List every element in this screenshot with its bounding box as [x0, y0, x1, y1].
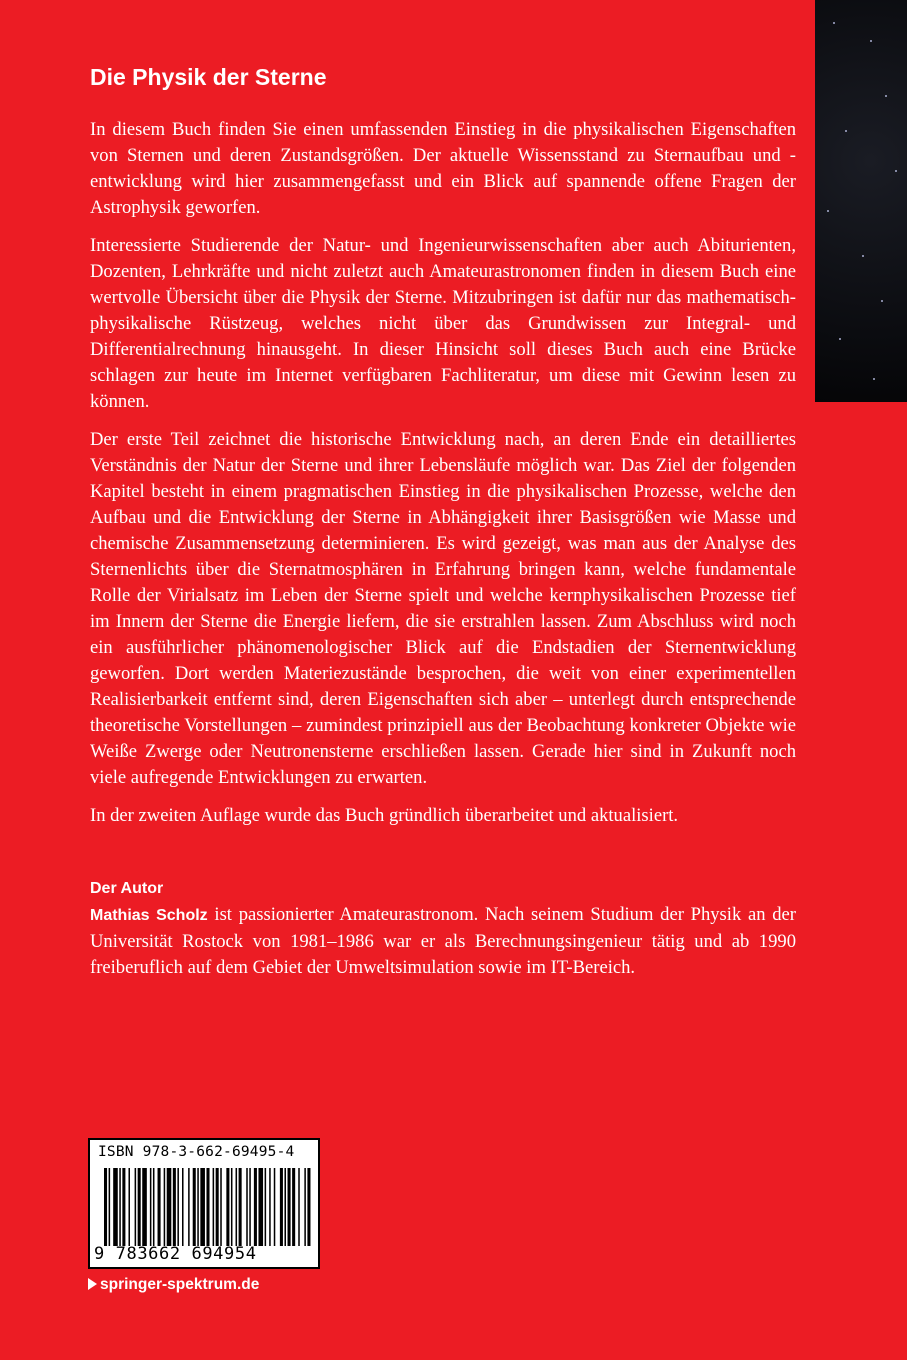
- barcode-bar: [206, 1168, 209, 1246]
- barcode-bar: [304, 1168, 306, 1246]
- barcode-bar: [307, 1168, 310, 1246]
- isbn-label: ISBN 978-3-662-69495-4: [98, 1144, 295, 1160]
- barcode-bar: [164, 1168, 166, 1246]
- barcode-bar: [246, 1168, 248, 1246]
- barcode-bar: [249, 1168, 251, 1246]
- barcode-bar: [216, 1168, 219, 1246]
- paragraph: Der erste Teil zeichnet die historische Entwicklung nach, an deren Ende ein detailliertes Verständnis der Natur der Sterne und ihrer Lebensläufe möglich war. Das Ziel der folgenden Kapitel besteht in einem pragmatischen Einstieg in die physikalischen Prozesse, welche den Aufbau und die Entwicklung der Sterne in Abhängigkeit ihrer Basisgrößen wie Masse und chemische Zusammensetzung determinieren. Es wird gezeigt, was man aus der Analyse des Sternenlichts über die Sternatmosphären in Erfahrung bringen kann, welche fundamentale Rolle der Virialsatz im Leben der Sterne spielt und welche kernphysikalischen Prozesse tief im Innern der Sterne die Energie liefern, die sie erstrahlen lassen. Zum Abschluss wird noch ein ausführlicher phänomenologischer Blick auf die Endstadien der Sternentwicklung geworfen. Dort werden Materiezustände besprochen, die weit von einer experimentellen Realisierbarkeit entfernt sind, deren Eigenschaften sich aber – unterlegt durch entsprechende theoretische Vorstellungen – zumindest prinzipiell aus der Beobachtung konkreter Objekte wie Weiße Zwerge oder Neutronensterne erschließen lassen. Gerade hier sind in Zukunft noch viele aufregende Entwicklungen zu erwarten.: [90, 429, 796, 788]
- barcode-bar: [258, 1168, 263, 1246]
- barcode-bars: [104, 1168, 312, 1246]
- barcode-bar: [197, 1168, 199, 1246]
- barcode-bar: [231, 1168, 233, 1246]
- arrow-right-icon: [88, 1278, 97, 1290]
- barcode-bar: [200, 1168, 205, 1246]
- barcode-digits: 9 783662 694954: [94, 1244, 257, 1264]
- barcode-bar: [119, 1168, 121, 1246]
- barcode-bar: [220, 1168, 222, 1246]
- barcode-bar: [193, 1168, 196, 1246]
- barcode-bar: [269, 1168, 271, 1246]
- barcode-bar: [298, 1168, 300, 1246]
- barcode-bar: [182, 1168, 184, 1246]
- barcode-bar: [173, 1168, 176, 1246]
- starfield-image: [815, 0, 907, 402]
- barcode-bar: [158, 1168, 161, 1246]
- author-bio: [90, 902, 796, 981]
- barcode-bar: [292, 1168, 295, 1246]
- barcode-bar: [274, 1168, 276, 1246]
- isbn-barcode: [88, 1138, 320, 1269]
- barcode-bar: [135, 1168, 137, 1246]
- barcode-bar: [177, 1168, 179, 1246]
- barcode-bar: [138, 1168, 141, 1246]
- author-name: Mathias Scholz: [90, 907, 208, 924]
- author-bio-text: ist passionierter Amateurastronom. Nach seinem Studium der Physik an der Universität Rostock von 1981–1986 war er als Berechnungsingenieur tätig und ab 1990 freiberuflich auf dem Gebiet der Umweltsimulation sowie im IT-Bereich.: [90, 904, 796, 978]
- barcode-bar: [104, 1168, 107, 1246]
- paragraph: In diesem Buch finden Sie einen umfassenden Einstieg in die physikalischen Eigenschaften von Sternen und deren Zustandsgrößen. Der aktuelle Wissensstand zu Sternaufbau und -entwicklung wird hier zusammengefasst und ein Blick auf spannende offene Fragen der Astrophysik geworfen.: [90, 119, 796, 218]
- barcode-bar: [226, 1168, 229, 1246]
- barcode-bar: [239, 1168, 242, 1246]
- barcode-bar: [113, 1168, 118, 1246]
- barcode-bar: [109, 1168, 111, 1246]
- barcode-bar: [284, 1168, 286, 1246]
- barcode-bar: [153, 1168, 155, 1246]
- barcode-bar: [142, 1168, 147, 1246]
- barcode-bar: [167, 1168, 172, 1246]
- barcode-bar: [236, 1168, 238, 1246]
- paragraph: Interessierte Studierende der Natur- und Ingenieurwissenschaften aber auch Abiturienten, Dozenten, Lehrkräfte und nicht zuletzt auch Amateurastronomen finden in diesem Buch eine wertvolle Übersicht über die Physik der Sterne. Mitzubringen ist dafür nur das mathematisch-physikalische Rüstzeug, welches nicht über das Grundwissen zur Integral- und Differentialrechnung hinausgeht. In dieser Hinsicht soll dieses Buch auch eine Brücke schlagen zur heute im Internet verfügbaren Fachliteratur, um diese mit Gewinn lesen zu können.: [90, 235, 796, 412]
- barcode-bar: [188, 1168, 190, 1246]
- book-title: Die Physik der Sterne: [90, 64, 327, 90]
- paragraph: In der zweiten Auflage wurde das Buch gründlich überarbeitet und aktualisiert.: [90, 805, 679, 826]
- barcode-bar: [150, 1168, 152, 1246]
- author-heading: Der Autor: [90, 880, 164, 897]
- barcode-bar: [128, 1168, 130, 1246]
- barcode-bar: [265, 1168, 267, 1246]
- barcode-bar: [213, 1168, 215, 1246]
- barcode-bar: [122, 1168, 125, 1246]
- barcode-bar: [280, 1168, 283, 1246]
- description: [90, 117, 796, 841]
- publisher-website: [88, 1274, 259, 1296]
- website-url: springer-spektrum.de: [100, 1276, 260, 1293]
- barcode-bar: [254, 1168, 257, 1246]
- barcode-bar: [288, 1168, 291, 1246]
